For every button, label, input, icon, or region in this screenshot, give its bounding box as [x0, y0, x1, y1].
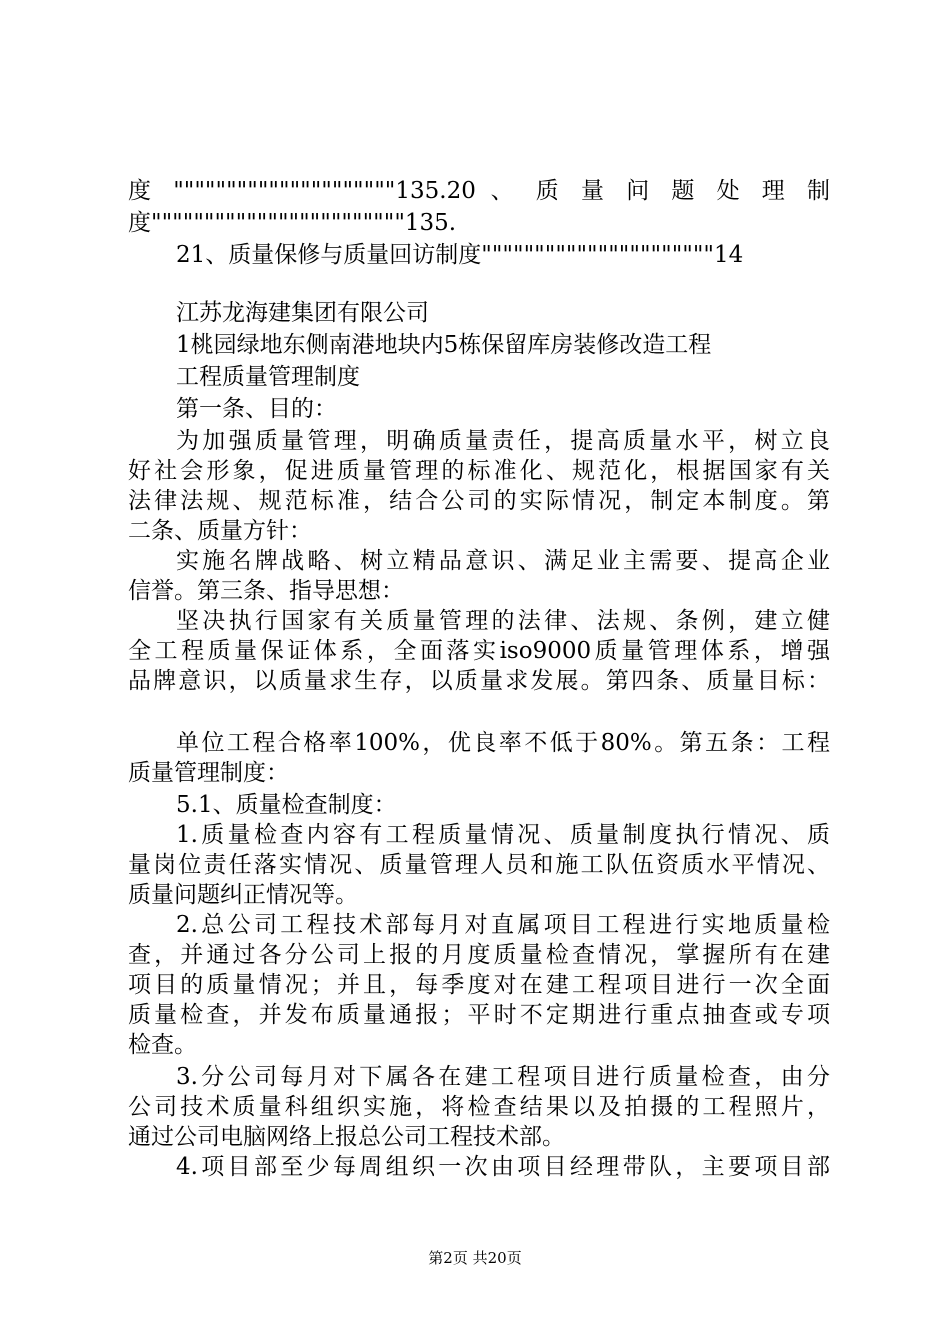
paragraph-line: 量岗位责任落实情况、质量管理人员和施工队伍资质水平情况、 — [128, 852, 830, 878]
paragraph-line: 单位工程合格率100%，优良率不低于80%。第五条：工程 — [176, 730, 830, 756]
toc-line-20: 度 """""""""""""""""""""135.20 、 质 量 问 题 处 理 制 — [128, 178, 830, 204]
paragraph-line: 2.总公司工程技术部每月对直属项目工程进行实地质量检 — [176, 912, 830, 938]
toc-line-21: 21、质量保修与质量回访制度""""""""""""""""""""""14 — [176, 242, 744, 268]
paragraph-line: 信誉。第三条、指导思想： — [128, 578, 404, 604]
paragraph-line: 二条、质量方针： — [128, 518, 312, 544]
company-name: 江苏龙海建集团有限公司 — [176, 300, 429, 326]
paragraph-line: 坚决执行国家有关质量管理的法律、法规、条例，建立健 — [176, 608, 830, 634]
paragraph-line: 好社会形象，促进质量管理的标准化、规范化，根据国家有关 — [128, 458, 830, 484]
project-name: 1桃园绿地东侧南港地块内5栋保留库房装修改造工程 — [176, 332, 712, 358]
paragraph-line: 通过公司电脑网络上报总公司工程技术部。 — [128, 1124, 565, 1150]
paragraph-line: 4.项目部至少每周组织一次由项目经理带队，主要项目部 — [176, 1154, 830, 1180]
page-number-footer: 第2页 共20页 — [428, 1249, 522, 1267]
paragraph-line: 质量问题纠正情况等。 — [128, 882, 358, 908]
toc-line-20-cont: 度""""""""""""""""""""""""135. — [128, 210, 457, 236]
paragraph-line: 项目的质量情况；并且，每季度对在建工程项目进行一次全面 — [128, 972, 830, 998]
document-title: 工程质量管理制度 — [176, 364, 360, 390]
paragraph-line: 全工程质量保证体系，全面落实iso9000质量管理体系，增强 — [128, 638, 830, 664]
section-5-1-heading: 5.1、质量检查制度： — [176, 792, 397, 818]
paragraph-line: 1.质量检查内容有工程质量情况、质量制度执行情况、质 — [176, 822, 830, 848]
paragraph-line: 检查。 — [128, 1032, 197, 1058]
paragraph-line: 法律法规、规范标准，结合公司的实际情况，制定本制度。第 — [128, 488, 830, 514]
article-1-heading: 第一条、目的： — [176, 396, 337, 422]
paragraph-line: 3.分公司每月对下属各在建工程项目进行质量检查，由分 — [176, 1064, 830, 1090]
paragraph-line: 质量检查，并发布质量通报；平时不定期进行重点抽查或专项 — [128, 1002, 830, 1028]
paragraph-line: 查，并通过各分公司上报的月度质量检查情况，掌握所有在建 — [128, 942, 830, 968]
paragraph-line: 实施名牌战略、树立精品意识、满足业主需要、提高企业 — [176, 548, 830, 574]
paragraph-line: 质量管理制度： — [128, 760, 289, 786]
paragraph-line: 品牌意识，以质量求生存，以质量求发展。第四条、质量目标： — [128, 668, 830, 694]
paragraph-line: 公司技术质量科组织实施，将检查结果以及拍摄的工程照片， — [128, 1094, 830, 1120]
paragraph-line: 为加强质量管理，明确质量责任，提高质量水平，树立良 — [176, 428, 830, 454]
